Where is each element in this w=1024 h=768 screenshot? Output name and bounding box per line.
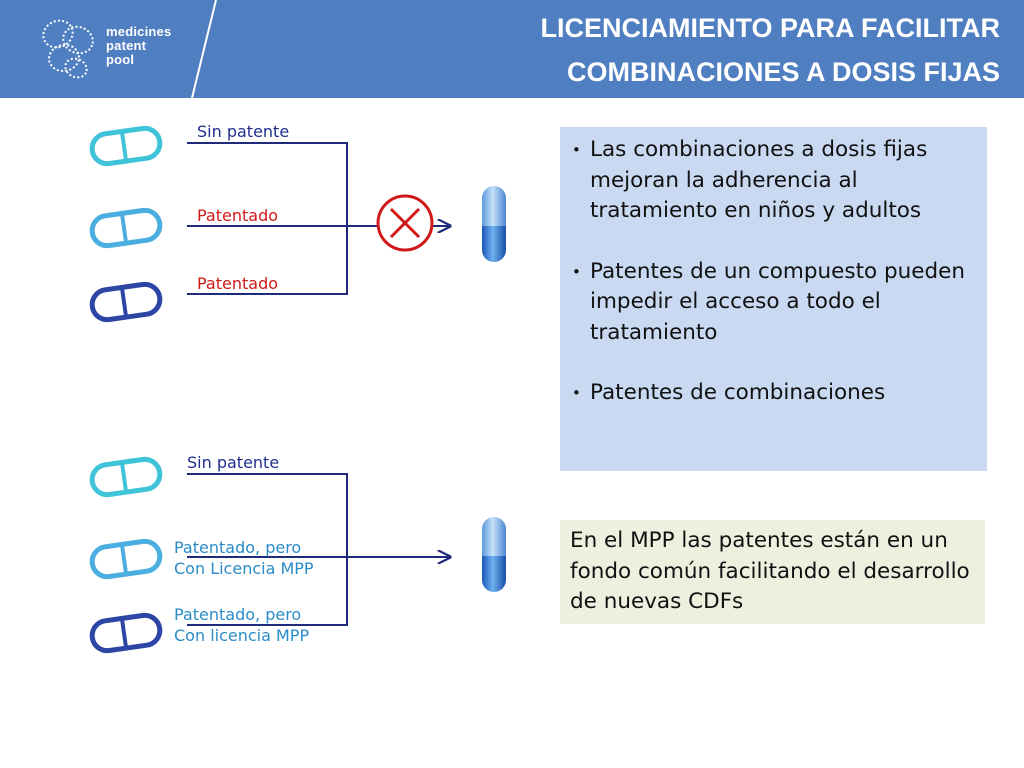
mpp-note-text: En el MPP las patentes están en un fondo común facilitando el desarrollo de nuevas CDFs xyxy=(570,528,970,614)
label-patentado-licencia xyxy=(174,604,309,646)
mpp-note-box xyxy=(560,520,985,624)
label-line: Patentado, pero xyxy=(174,605,302,624)
pill-icon xyxy=(90,282,162,321)
label-patentado-licencia xyxy=(174,537,314,579)
logo-line: pool xyxy=(106,52,135,67)
label-sin-patente: Sin patente xyxy=(197,122,290,141)
label-patentado: Patentado xyxy=(197,274,279,293)
logo-line: patent xyxy=(106,38,147,53)
bullet-list xyxy=(572,135,977,409)
title-line: LICENCIAMIENTO PARA FACILITAR xyxy=(540,13,1000,43)
label-line: Patentado, pero xyxy=(174,538,302,557)
label-patentado: Patentado xyxy=(197,206,279,225)
capsule-icon xyxy=(482,186,506,262)
capsule-icon xyxy=(482,517,506,592)
label-sin-patente: Sin patente xyxy=(187,453,280,472)
bullet-text: Patentes de un compuesto pueden impedir el acceso a todo el tratamiento xyxy=(590,258,965,345)
label-line: Con licencia MPP xyxy=(174,626,310,645)
info-box xyxy=(560,127,987,471)
blocked-icon xyxy=(378,196,432,250)
list-item: • Patentes de combinaciones xyxy=(572,380,886,405)
pill-icon xyxy=(90,208,162,247)
pill-icon xyxy=(90,613,162,652)
title-line: COMBINACIONES A DOSIS FIJAS xyxy=(566,57,1000,87)
label-line: Con Licencia MPP xyxy=(174,559,314,578)
list-item: • Patentes de un compuesto pueden impedir el acceso a todo el tratamiento xyxy=(572,258,965,345)
pill-icon xyxy=(90,457,162,496)
pill-icon xyxy=(90,126,162,165)
pill-icon xyxy=(90,539,162,578)
bullet-text: Patentes de combinaciones xyxy=(590,380,886,405)
logo-line: medicines xyxy=(106,24,172,39)
bullet-text: Las combinaciones a dosis fijas mejoran la adherencia al tratamiento en niños y adultos xyxy=(590,137,928,223)
list-item: • Las combinaciones a dosis fijas mejoran la adherencia al tratamiento en niños y adultos xyxy=(572,137,928,223)
